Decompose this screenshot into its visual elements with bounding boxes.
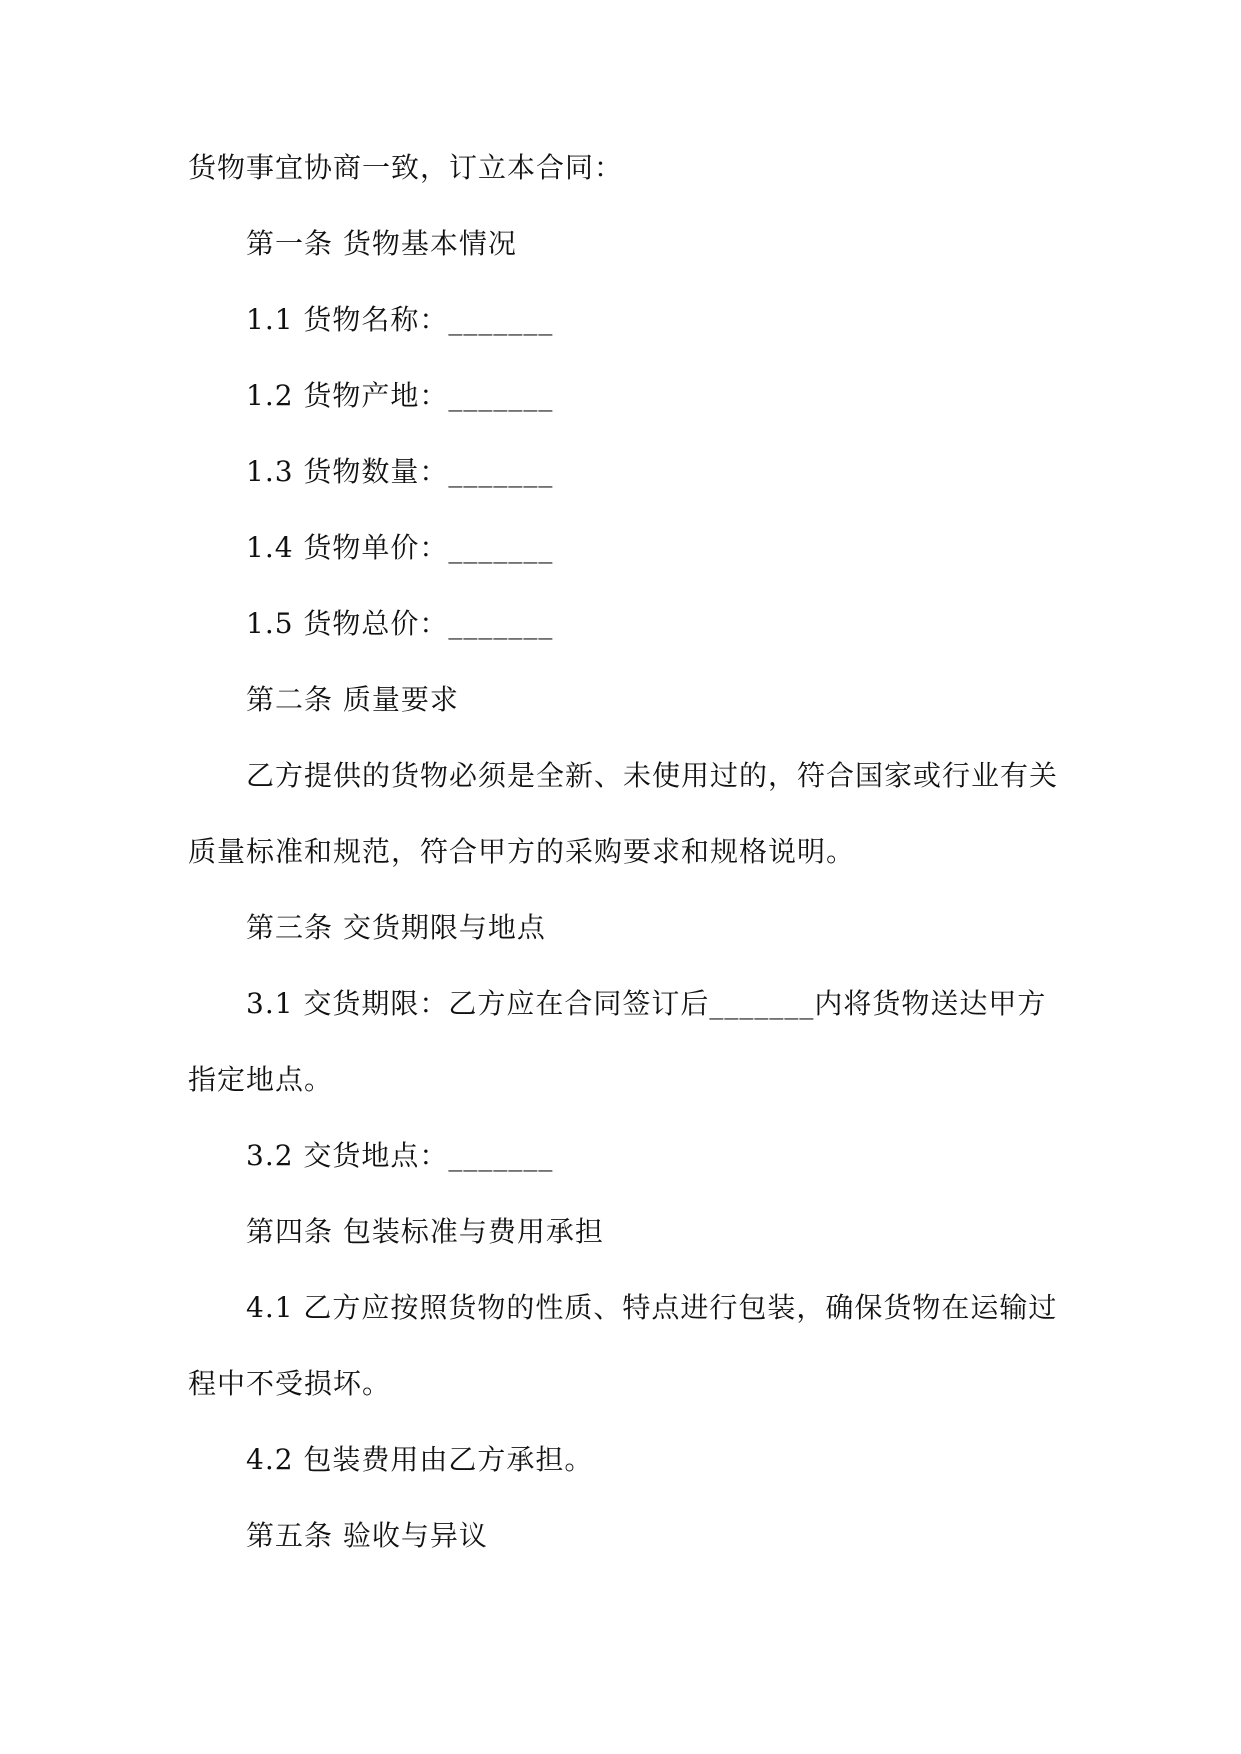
- clause-4-1-line-1: 4.1 乙方应按照货物的性质、特点进行包装，确保货物在运输过: [246, 1291, 1058, 1324]
- text-line-intro: 货物事宜协商一致，订立本合同：: [188, 151, 624, 184]
- article-1-heading: 第一条 货物基本情况: [246, 227, 517, 260]
- article-5-heading: 第五条 验收与异议: [246, 1519, 488, 1552]
- clause-1-4: 1.4 货物单价：_______: [246, 531, 554, 564]
- article-2-heading: 第二条 质量要求: [246, 683, 459, 716]
- clause-1-3: 1.3 货物数量：_______: [246, 455, 554, 488]
- clause-1-1: 1.1 货物名称：_______: [246, 303, 554, 336]
- clause-4-2: 4.2 包装费用由乙方承担。: [246, 1443, 594, 1476]
- clause-3-1-line-1: 3.1 交货期限：乙方应在合同签订后_______内将货物送达甲方: [246, 987, 1047, 1020]
- clause-3-2: 3.2 交货地点：_______: [246, 1139, 554, 1172]
- article-3-heading: 第三条 交货期限与地点: [246, 911, 546, 944]
- article-2-body-line-2: 质量标准和规范，符合甲方的采购要求和规格说明。: [188, 835, 856, 868]
- clause-4-1-line-2: 程中不受损坏。: [188, 1367, 392, 1400]
- clause-1-2: 1.2 货物产地：_______: [246, 379, 554, 412]
- clause-1-5: 1.5 货物总价：_______: [246, 607, 554, 640]
- article-2-body-line-1: 乙方提供的货物必须是全新、未使用过的，符合国家或行业有关: [246, 759, 1059, 792]
- clause-3-1-line-2: 指定地点。: [188, 1063, 334, 1096]
- article-4-heading: 第四条 包装标准与费用承担: [246, 1215, 604, 1248]
